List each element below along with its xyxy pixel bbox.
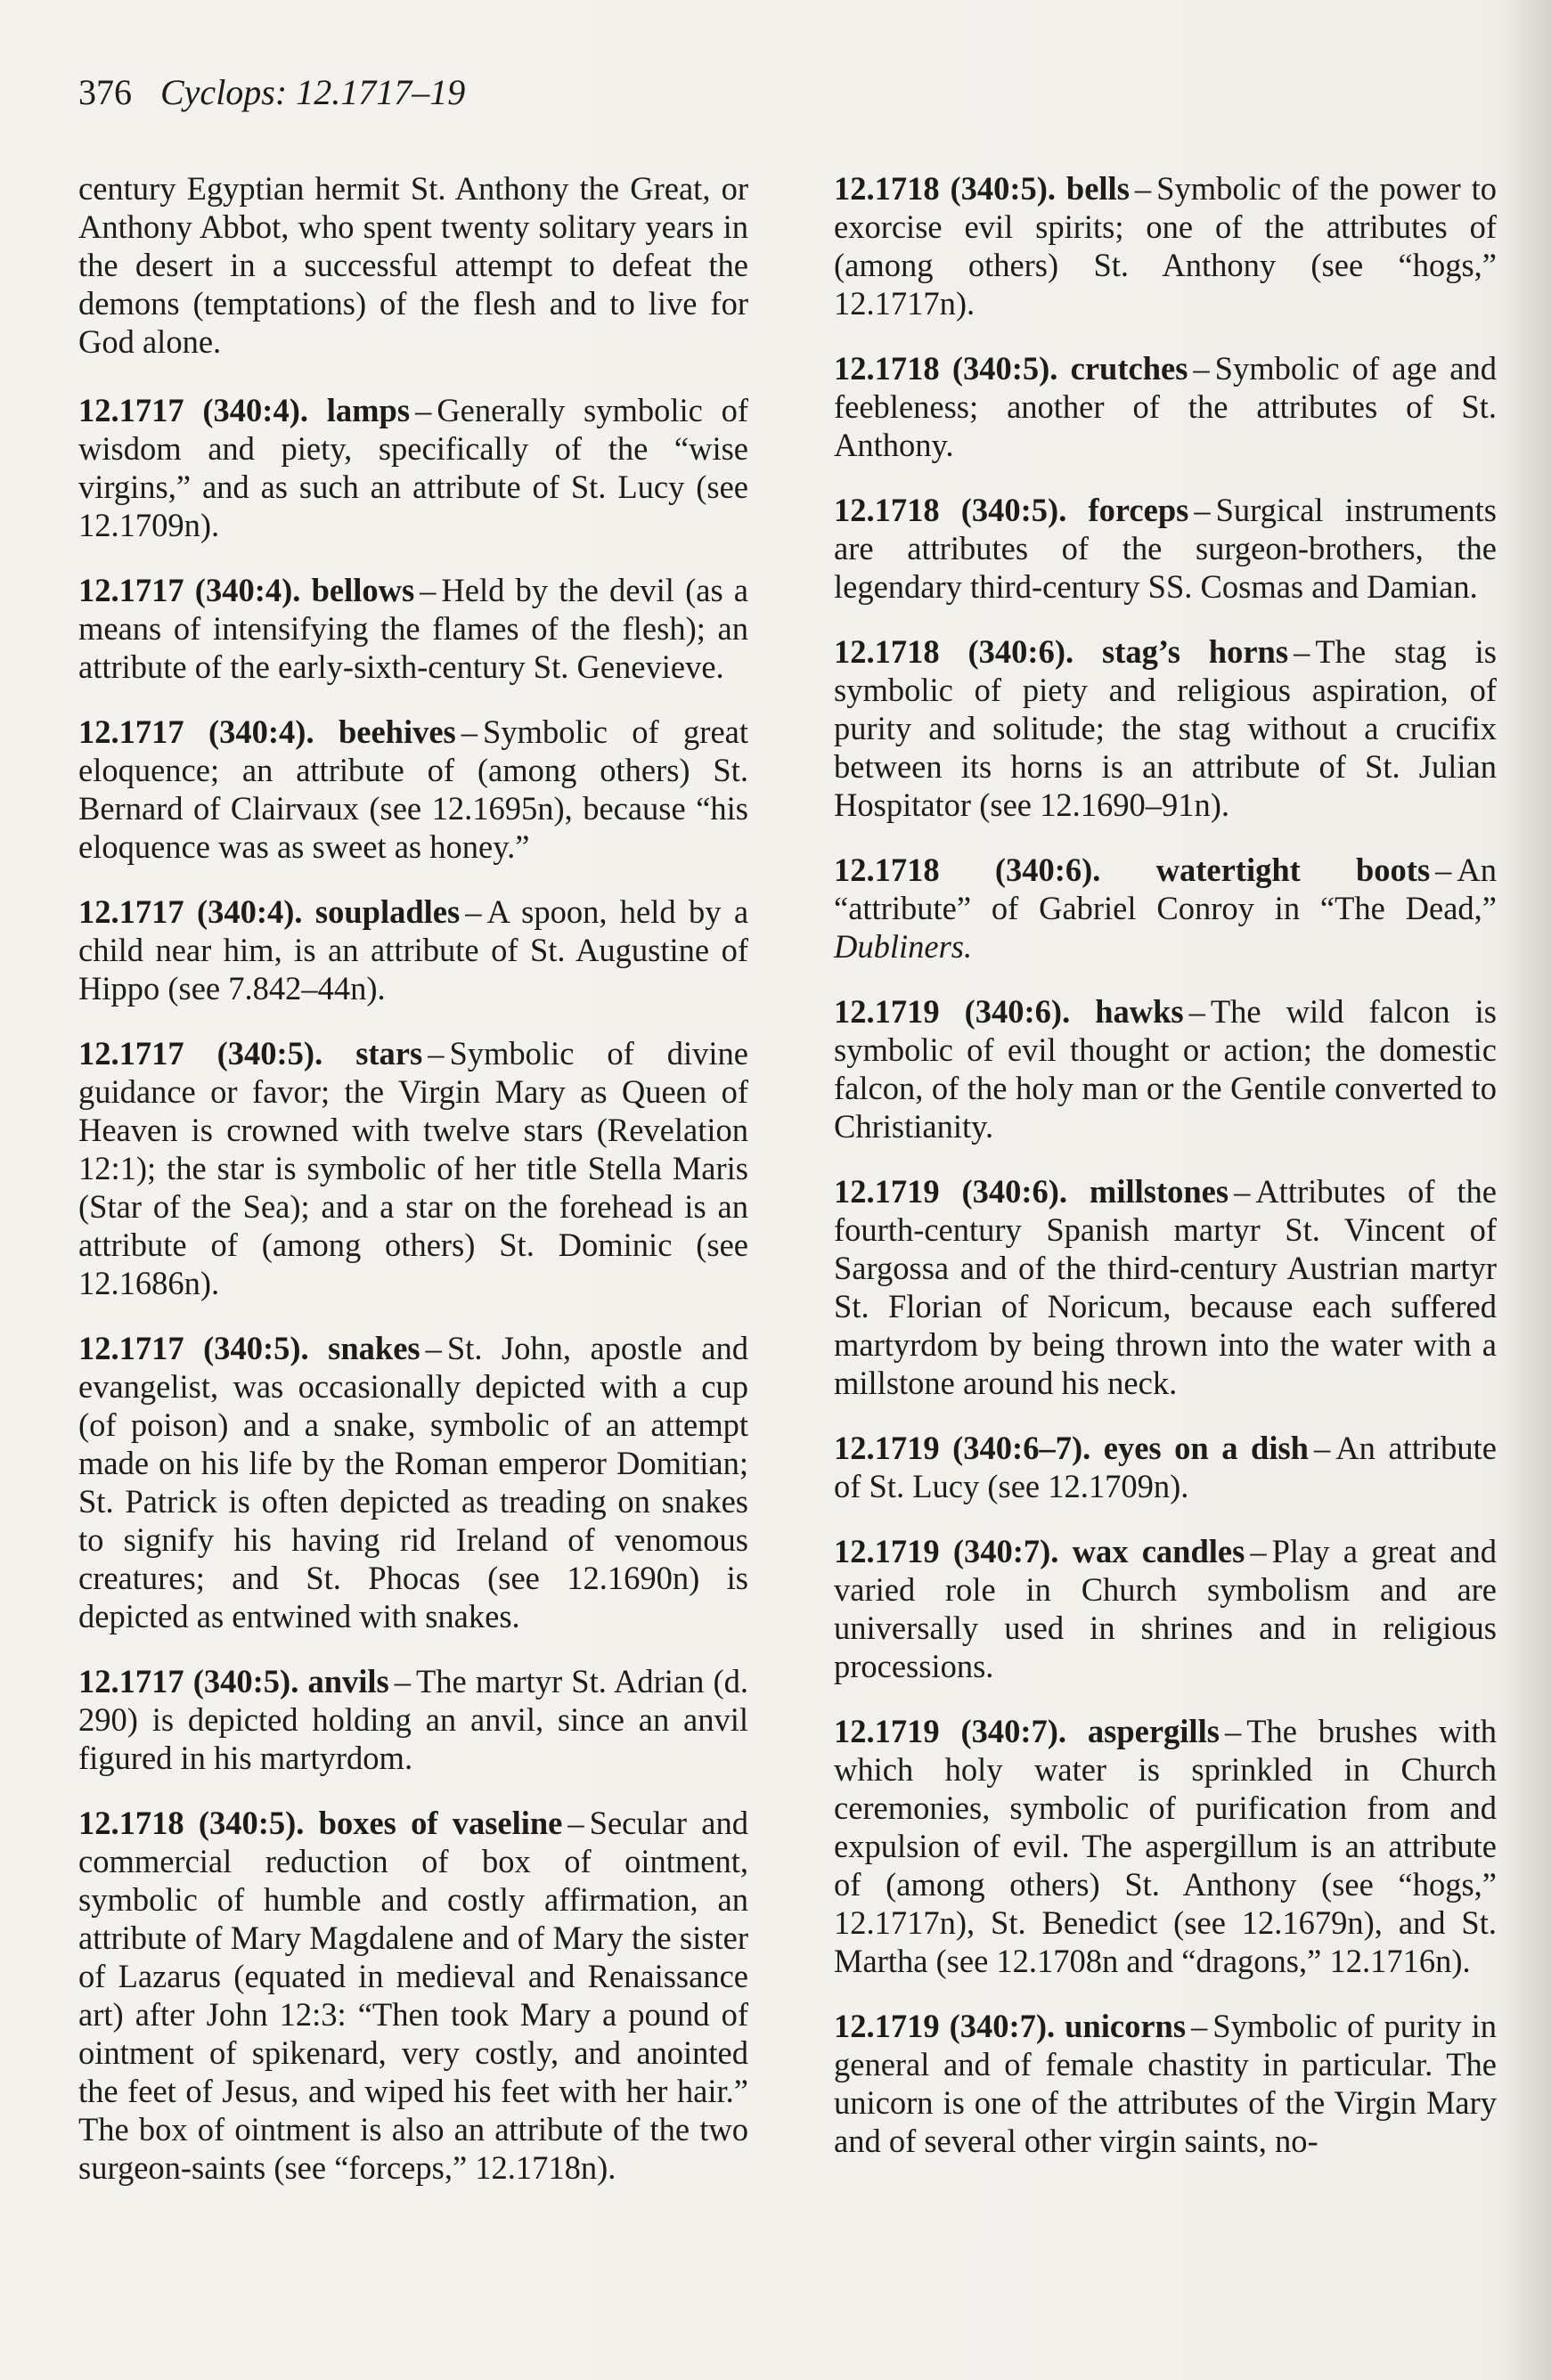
- right-entries: [834, 169, 1497, 2160]
- entry-headword: hawks: [1095, 993, 1184, 1030]
- entry-text: The stag is symbolic of piety and religious aspiration, of purity and solitude; the stag without a crucifix between its horns is an attribute of St. Julian Hospitator (see 12.1690–91n).: [834, 633, 1498, 823]
- entry-dash: –: [1193, 350, 1210, 387]
- entry-reference: 12.1718 (340:5).: [78, 1805, 305, 1841]
- entry-text: Symbolic of divine guidance or favor; the Virgin Mary as Queen of Heaven is crowned with twelve stars (Revelation 12:1); the star is symbolic of her title Stella Maris (Star of the Sea); and a star on the forehead is an attribute of (among others) St. Dominic (see 12.1686n).: [78, 1035, 749, 1301]
- entry-text: Surgical instruments are attributes of the surgeon-brothers, the legendary third-century SS. Cosmas and Damian.: [834, 492, 1498, 605]
- entry-dash: –: [415, 392, 432, 428]
- page-edge-shadow: [1498, 0, 1551, 2380]
- entry-text: Generally symbolic of wisdom and piety, specifically of the “wise virgins,” and as such an attribute of St. Lucy (see 12.1709n).: [78, 392, 748, 543]
- entry-text: A spoon, held by a child near him, is an attribute of St. Augustine of Hippo (see 7.842–44n).: [78, 893, 749, 1007]
- entry-headword: unicorns: [1065, 2008, 1187, 2044]
- entry-text: Symbolic of the power to exorcise evil spirits; one of the attributes of (among others) St. Anthony (see “hogs,” 12.1717n).: [834, 170, 1498, 322]
- entry-headword: eyes on a dish: [1103, 1430, 1309, 1466]
- entry-text: The martyr St. Adrian (d. 290) is depicted holding an anvil, since an anvil figured in his martyrdom.: [78, 1663, 748, 1776]
- entry-reference: 12.1719 (340:6).: [834, 993, 1071, 1030]
- entry-text: Secular and commercial reduction of box of ointment, symbolic of humble and costly affirmation, an attribute of Mary Magdalene and of Mary the sister of Lazarus (equated in medieval and Renaissance art) after John 12:3: “Then took Mary a pound of ointment of spikenard, very costly, and anointed the feet of Jesus, and wiped his feet with her hair.” The box of ointment is also an attribute of the two surgeon-saints (see “forceps,” 12.1718n).: [78, 1805, 749, 2186]
- gloss-entry: [834, 1712, 1497, 1980]
- gloss-entry: [834, 1532, 1497, 1685]
- entry-headword: forceps: [1088, 492, 1189, 528]
- entry-dash: –: [1188, 993, 1205, 1030]
- entry-headword: anvils: [307, 1663, 389, 1699]
- entry-text: St. John, apostle and evangelist, was occasionally depicted with a cup (of poison) and a snake, symbolic of an attempt made on his life by the Roman emperor Domitian; St. Patrick is often depicted as treading on snakes to signify his having rid Ireland of venomous creatures; and St. Phocas (see 12.1690n) is depicted as entwined with snakes.: [78, 1330, 749, 1634]
- gloss-entry: [834, 632, 1497, 824]
- entry-reference: 12.1719 (340:7).: [834, 1713, 1067, 1749]
- entry-dash: –: [1250, 1533, 1267, 1569]
- entry-reference: 12.1717 (340:5).: [78, 1035, 323, 1072]
- entry-dash: –: [567, 1805, 584, 1841]
- running-head-title: Cyclops: 12.1717–19: [160, 72, 466, 112]
- entry-reference: 12.1717 (340:5).: [78, 1663, 299, 1699]
- gloss-entry: [78, 1662, 748, 1777]
- gloss-entry: [834, 992, 1497, 1145]
- entry-text: Symbolic of age and feebleness; another of the attributes of St. Anthony.: [834, 350, 1497, 463]
- entry-headword: boxes of vaseline: [318, 1805, 563, 1841]
- entry-reference: 12.1719 (340:6).: [834, 1173, 1068, 1210]
- entry-text: The wild falcon is symbolic of evil thought or action; the domestic falcon, of the holy man or the Gentile converted to Christianity.: [834, 993, 1497, 1145]
- gloss-entry: [78, 892, 748, 1007]
- entry-dash: –: [1435, 852, 1452, 888]
- gloss-entry: [834, 169, 1497, 322]
- gloss-entry: [78, 1804, 748, 2187]
- gloss-entry: [834, 851, 1497, 966]
- entry-reference: 12.1717 (340:4).: [78, 893, 303, 930]
- entry-text: Play a great and varied role in Church symbolism and are universally used in shrines and in religious processions.: [834, 1533, 1497, 1684]
- gloss-entry: [78, 1329, 748, 1635]
- continuation-paragraph: century Egyptian hermit St. Anthony the Great, or Anthony Abbot, who spent twenty solitary years in the desert in a successful attempt to defeat the demons (temptations) of the flesh and to live for God alone.: [78, 170, 748, 360]
- entry-dash: –: [394, 1663, 412, 1699]
- gloss-entry: [834, 491, 1497, 606]
- entry-dash: –: [1234, 1173, 1251, 1210]
- entry-text: The brushes with which holy water is sprinkled in Church ceremonies, symbolic of purification from and expulsion of evil. The aspergillum is an attribute of (among others) St. Anthony (see “hogs,” 12.1717n), St. Benedict (see 12.1679n), and St. Martha (see 12.1708n and “dragons,” 12.1716n).: [834, 1713, 1498, 1979]
- entry-headword: stars: [355, 1035, 423, 1072]
- entry-headword: stag’s horns: [1102, 633, 1289, 670]
- entry-dash: –: [1134, 170, 1152, 207]
- entry-headword: snakes: [328, 1330, 420, 1366]
- entry-dash: –: [461, 713, 478, 750]
- left-entries: [78, 391, 748, 2187]
- entry-italic-title: Dubliners.: [834, 928, 973, 965]
- entry-headword: bells: [1065, 170, 1130, 207]
- entry-reference: 12.1719 (340:7).: [834, 2008, 1056, 2044]
- entry-dash: –: [1191, 2008, 1208, 2044]
- entry-reference: 12.1718 (340:5).: [834, 350, 1058, 387]
- entry-reference: 12.1717 (340:4).: [78, 572, 301, 608]
- gloss-entry: [834, 349, 1497, 464]
- page-number: 376: [78, 72, 132, 112]
- entry-headword: beehives: [338, 713, 456, 750]
- entry-text: Symbolic of great eloquence; an attribute of (among others) St. Bernard of Clairvaux (see 12.1695n), because “his eloquence was as sweet as honey.”: [78, 713, 749, 865]
- gloss-entry: [78, 1034, 748, 1302]
- gloss-entry: [78, 713, 748, 866]
- entry-reference: 12.1718 (340:5).: [834, 170, 1057, 207]
- entry-reference: 12.1717 (340:5).: [78, 1330, 309, 1366]
- entry-dash: –: [465, 893, 482, 930]
- entry-dash: –: [1194, 492, 1211, 528]
- entry-text: An “attribute” of Gabriel Conroy in “The Dead,”: [834, 852, 1498, 926]
- entry-text: Held by the devil (as a means of intensifying the flames of the flesh); an attribute of the early-sixth-century St. Genevieve.: [78, 572, 749, 685]
- entry-dash: –: [420, 572, 437, 608]
- entry-dash: –: [425, 1330, 442, 1366]
- entry-reference: 12.1719 (340:7).: [834, 1533, 1059, 1569]
- entry-headword: aspergills: [1087, 1713, 1220, 1749]
- gloss-entry: [834, 1172, 1497, 1402]
- entry-reference: 12.1717 (340:4).: [78, 713, 314, 750]
- entry-headword: wax candles: [1072, 1533, 1245, 1569]
- entry-dash: –: [428, 1035, 445, 1072]
- entry-text: Attributes of the fourth-century Spanish martyr St. Vincent of Sargossa and of the third-century Austrian martyr St. Florian of Noricum, because each suffered martyrdom by being thrown into the water with a millstone around his neck.: [834, 1173, 1498, 1401]
- entry-text: Symbolic of purity in general and of female chastity in particular. The unicorn is one of the attributes of the Virgin Mary and of several other virgin saints, no-: [834, 2008, 1498, 2159]
- right-column: [834, 169, 1497, 2187]
- gloss-entry: [834, 1429, 1497, 1505]
- gloss-entry: [78, 571, 748, 686]
- left-column: [78, 169, 748, 2213]
- entry-headword: bellows: [311, 572, 415, 608]
- entry-dash: –: [1313, 1430, 1331, 1466]
- entry-dash: –: [1224, 1713, 1242, 1749]
- entry-reference: 12.1719 (340:6–7).: [834, 1430, 1091, 1466]
- entry-dash: –: [1294, 633, 1310, 670]
- entry-headword: watertight boots: [1155, 852, 1431, 888]
- entry-reference: 12.1718 (340:6).: [834, 852, 1101, 888]
- running-head: [78, 71, 465, 114]
- gloss-entry: [834, 2007, 1497, 2160]
- entry-headword: lamps: [326, 392, 411, 428]
- gloss-entry: [78, 391, 748, 544]
- entry-headword: crutches: [1070, 350, 1188, 387]
- entry-text: An attribute of St. Lucy (see 12.1709n).: [834, 1430, 1497, 1504]
- entry-reference: 12.1717 (340:4).: [78, 392, 308, 428]
- entry-reference: 12.1718 (340:5).: [834, 492, 1067, 528]
- entry-headword: soupladles: [314, 893, 461, 930]
- entry-headword: millstones: [1089, 1173, 1229, 1210]
- entry-reference: 12.1718 (340:6).: [834, 633, 1074, 670]
